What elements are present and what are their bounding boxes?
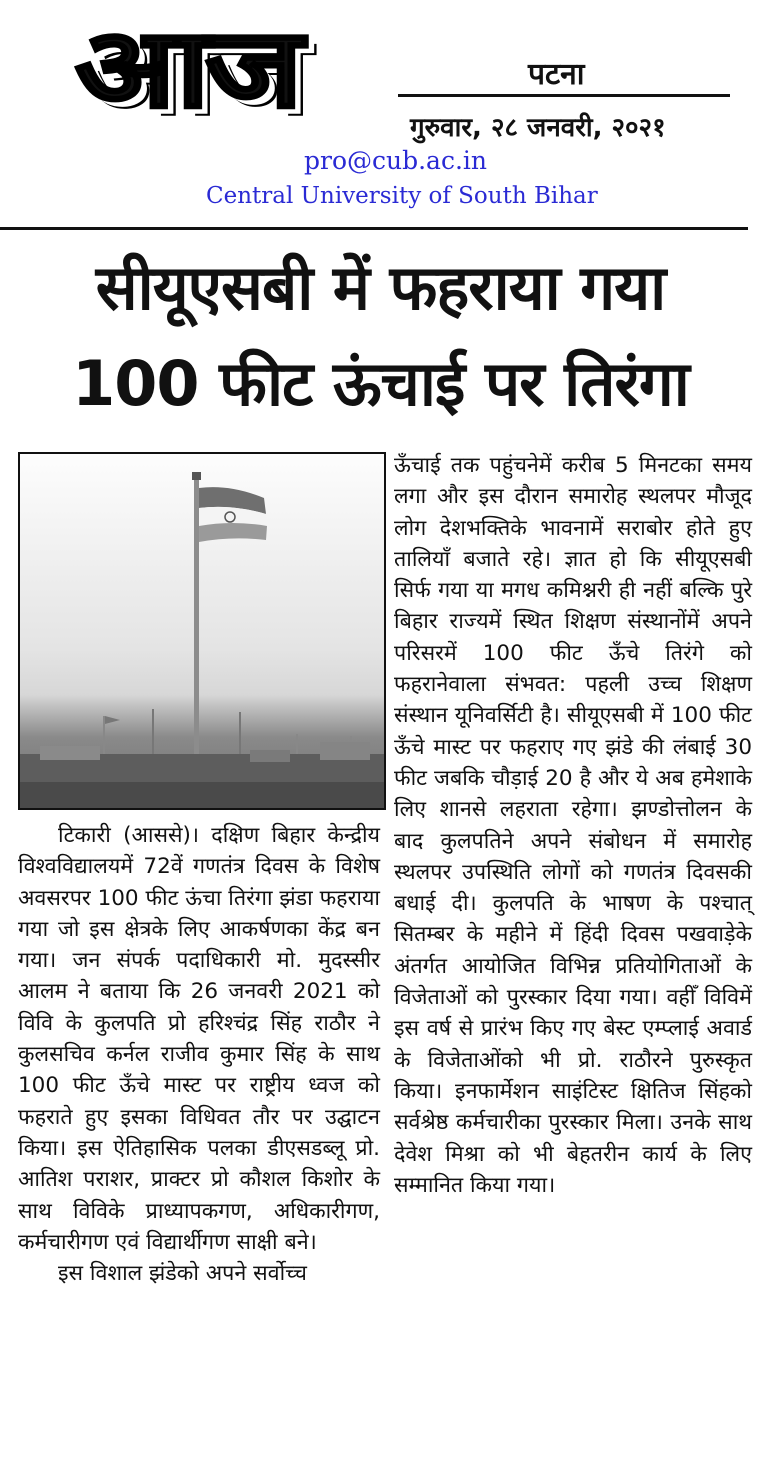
flag-photo bbox=[18, 452, 386, 810]
header-rule bbox=[0, 227, 748, 230]
article-column-right bbox=[394, 450, 752, 1201]
article-paragraph: टिकारी (आससे)। दक्षिण बिहार केन्द्रीय विश्वविद्यालयमें 72वें गणतंत्र दिवस के विशेष अवसरपर 100 फीट ऊंचा तिरंगा झंडा फहराया गया जो इस क्षेत्रके लिए आकर्षणका केंद्र बन गया। जन संपर्क पदाधिकारी मो. मुदस्सीर आलम ने बताया कि 26 जनवरी 2021 को विवि के कुलपति प्रो हरिश्चंद्र सिंह राठौर ने कुलसचिव कर्नल राजीव कुमार सिंह के साथ 100 फीट ऊँचे मास्ट पर राष्ट्रीय ध्वज को फहराते हुए इसका विधिवत तौर पर उद्घाटन किया। इस ऐतिहासिक पलका डीएसडब्लू प्रो. आतिश पराशर, प्राक्टर प्रो कौशल किशोर के साथ विविके प्राध्यापकगण, अधिकारीगण, कर्मचारीगण एवं विद्यार्थीगण साक्षी बने। bbox=[18, 823, 380, 1255]
article-column-left bbox=[18, 820, 380, 1289]
edition-city: पटना bbox=[528, 57, 585, 92]
university-name: Central University of South Bihar bbox=[206, 183, 598, 209]
masthead-divider bbox=[398, 94, 730, 97]
flag-icon bbox=[199, 487, 267, 542]
flag-pole bbox=[194, 476, 199, 786]
masthead bbox=[0, 0, 768, 230]
article-paragraph: ऊँचाई तक पहुंचनेमें करीब 5 मिनटका समय लगा और इस दौरान समारोह स्थलपर मौजूद लोग देशभक्तिके भावनामें सराबोर होते हुए तालियाँ बजाते रहे। ज्ञात हो कि सीयूएसबी सिर्फ गया या मगध कमिश्नरी ही नहीं बल्कि पुरे बिहार राज्यमें स्थित शिक्षण संस्थानोंमें अपने परिसरमें 100 फीट ऊँचे तिरंगे को फहरानेवाला संभवत: पहली उच्च शिक्षण संस्थान यूनिवर्सिटी है। सीयूएसबी में 100 फीट ऊँचे मास्ट पर फहराए गए झंडे की लंबाई 30 फीट जबकि चौड़ाई 20 है और ये अब हमेशाके लिए शानसे लहराता रहेगा। झण्डोत्तोलन के बाद कुलपतिने अपने संबोधन में समारोह स्थलपर उपस्थिति लोगों को गणतंत्र दिवसकी बधाई दी। कुलपति के भाषण के पश्चात् सितम्बर के महीने में हिंदी दिवस पखवाड़ेके अंतर्गत आयोजित विभिन्न प्रतियोगिताओं के विजेताओं को पुरस्कार दिया गया। वहीँ विविमें इस वर्ष से प्रारंभ किए गए बेस्ट एम्प्लाई अवार्ड के विजेताओंको भी प्रो. राठौरने पुरुस्कृत किया। इनफार्मेशन साइंटिस्ट क्षितिज सिंहको सर्वश्रेष्ठ कर्मचारीका पुरस्कार मिला। उनके साथ देवेश मिश्रा को भी बेहतरीन कार्य के लिए सम्मानित किया गया। bbox=[394, 453, 752, 1198]
headline-line-2: 100 फीट ऊंचाई पर तिरंगा bbox=[72, 347, 689, 420]
contact-email: pro@cub.ac.in bbox=[304, 146, 488, 175]
article-paragraph: इस विशाल झंडेको अपने सर्वोच्च bbox=[58, 1261, 307, 1287]
newspaper-logo: आज bbox=[75, 4, 299, 132]
edition-date: गुरुवार, २८ जनवरी, २०२१ bbox=[410, 113, 666, 143]
headline-line-1: सीयूएसबी में फहराया गया bbox=[95, 251, 666, 324]
